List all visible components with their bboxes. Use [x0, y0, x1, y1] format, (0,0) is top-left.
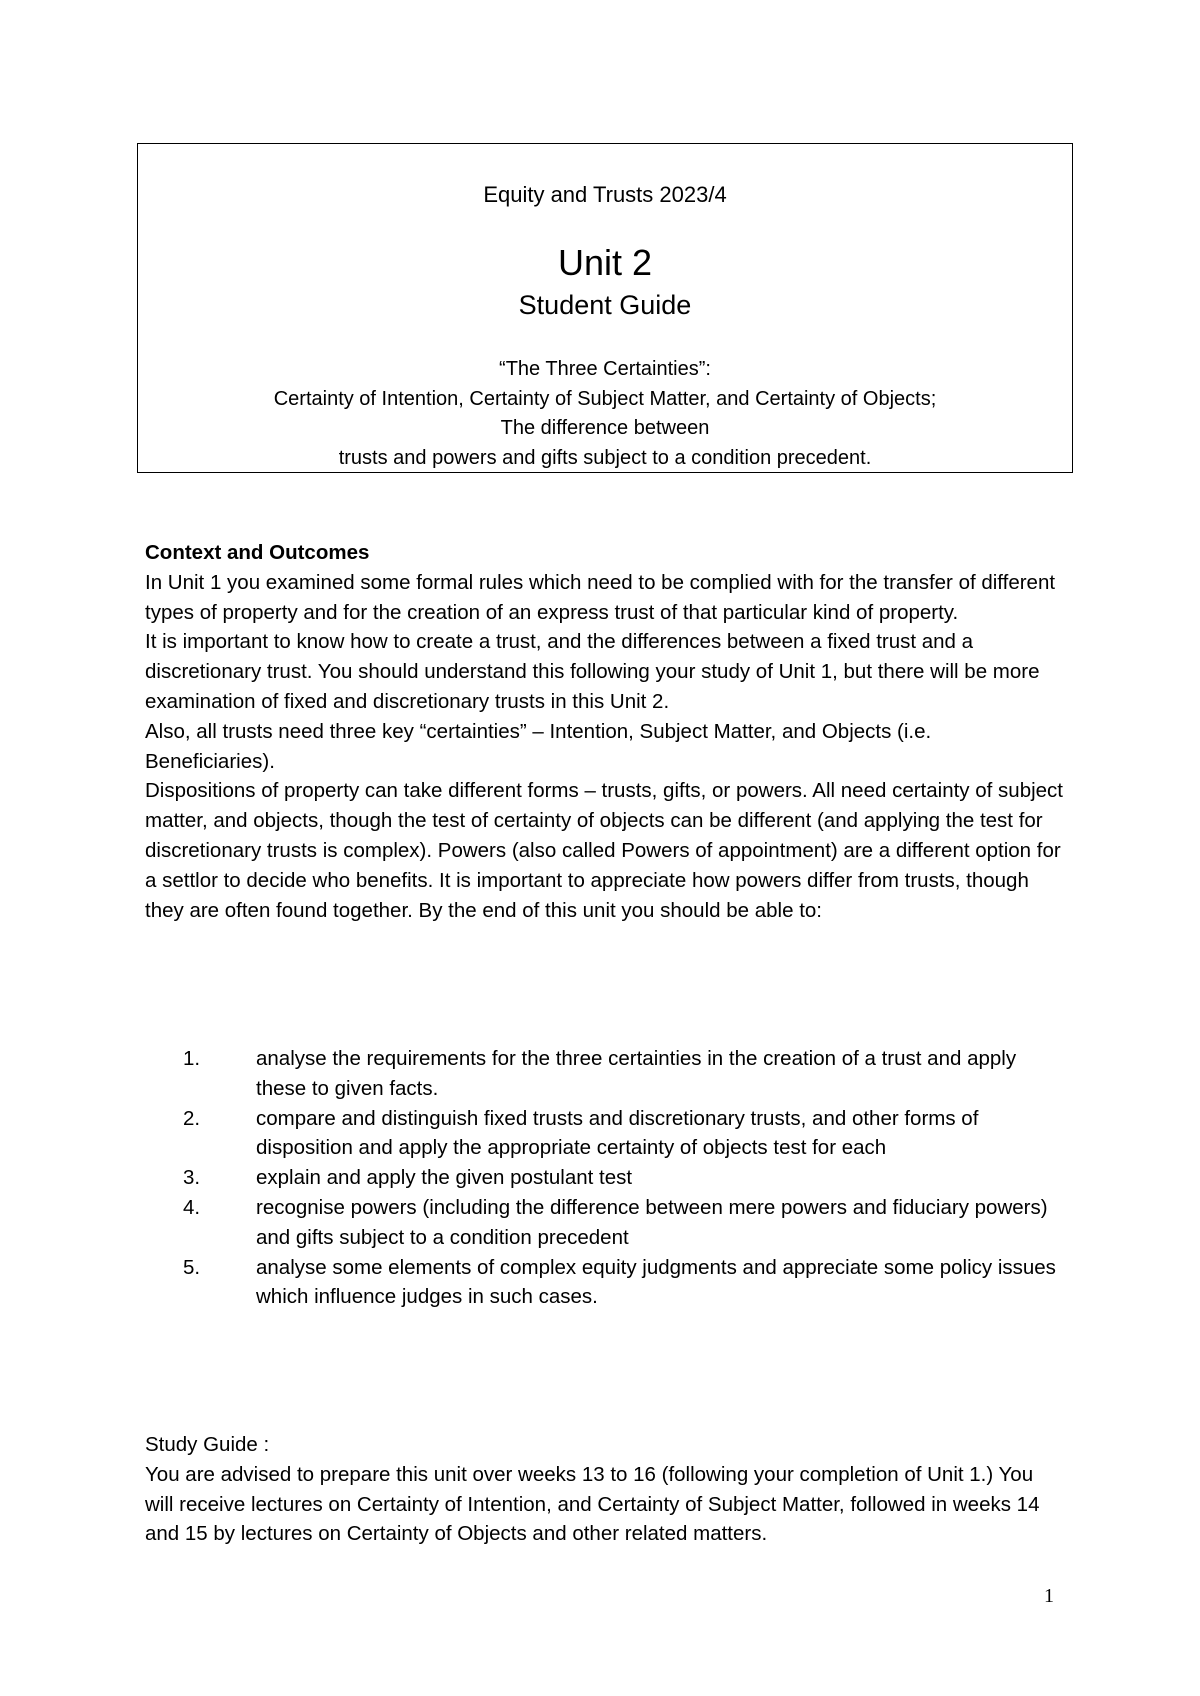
outcome-text: analyse the requirements for the three certainties in the creation of a trust and apply these to given facts.: [256, 1047, 1017, 1100]
context-paragraph: In Unit 1 you examined some formal rules which need to be complied with for the transfer of different types of property and for the creation of an express trust of that particular kind of property.: [145, 570, 1056, 624]
subtitle-line: The difference between: [500, 417, 710, 439]
unit-title: Unit 2: [557, 242, 653, 283]
outcome-number: 3.: [183, 1166, 201, 1190]
context-heading: Context and Outcomes: [145, 541, 370, 564]
study-guide-text: You are advised to prepare this unit over weeks 13 to 16 (following your completion of Unit 1.) You will receive lectures on Certainty of Intention, and Certainty of Subject Matter, followed in weeks 14 and 15 by lectures on Certainty of Objects and other related matters.: [145, 1462, 1040, 1546]
outcome-text: recognise powers (including the difference between mere powers and fiduciary powers) and gifts subject to a condition precedent: [256, 1195, 1048, 1249]
outcome-number: 2.: [183, 1106, 201, 1130]
page-number: 1: [1044, 1585, 1054, 1607]
outcome-number: 4.: [183, 1195, 201, 1219]
outcome-text: analyse some elements of complex equity judgments and appreciate some policy issues which influence judges in such cases.: [256, 1255, 1056, 1309]
subtitle-line: Certainty of Intention, Certainty of Subject Matter, and Certainty of Objects;: [273, 387, 937, 410]
outcomes-list: [145, 1044, 1065, 1312]
outcome-item: [145, 1253, 1065, 1313]
outcome-number: 5.: [183, 1255, 201, 1279]
subtitle-line: trusts and powers and gifts subject to a condition precedent.: [338, 446, 872, 469]
outcome-item: [145, 1163, 1065, 1193]
course-title: Equity and Trusts 2023/4: [483, 182, 727, 207]
context-paragraph: It is important to know how to create a trust, and the differences between a fixed trust and a discretionary trust. You should understand this following your study of Unit 1, but there will be more examination of fixed and discretionary trusts in this Unit 2.: [145, 630, 1040, 713]
study-guide-section: [145, 1430, 1065, 1549]
unit-subtitle: [138, 355, 1072, 473]
outcome-item: [145, 1044, 1065, 1104]
context-paragraph: Dispositions of property can take different forms – trusts, gifts, or powers. All need certainty of subject matter, and objects, though the test of certainty of objects can be different (and applying the test for discretionary trusts is complex). Powers (also called Powers of appointment) are a different option for a settlor to decide who benefits. It is important to appreciate how powers differ from trusts, though they are often found together. By the end of this unit you should be able to:: [145, 779, 1063, 922]
title-box: [137, 143, 1073, 473]
outcome-item: [145, 1193, 1065, 1253]
outcome-text: compare and distinguish fixed trusts and discretionary trusts, and other forms of disposition and apply the appropriate certainty of objects test for each: [256, 1106, 979, 1160]
subtitle-line: “The Three Certainties”:: [499, 358, 711, 380]
context-paragraph: Also, all trusts need three key “certainties” – Intention, Subject Matter, and Objects (i.e. Beneficiaries).: [145, 719, 932, 773]
guide-title: Student Guide: [518, 290, 692, 320]
outcome-item: [145, 1104, 1065, 1164]
outcome-number: 1.: [183, 1047, 201, 1070]
context-section: [145, 538, 1065, 925]
study-guide-heading: Study Guide :: [145, 1433, 270, 1456]
outcome-text: explain and apply the given postulant test: [256, 1166, 633, 1190]
